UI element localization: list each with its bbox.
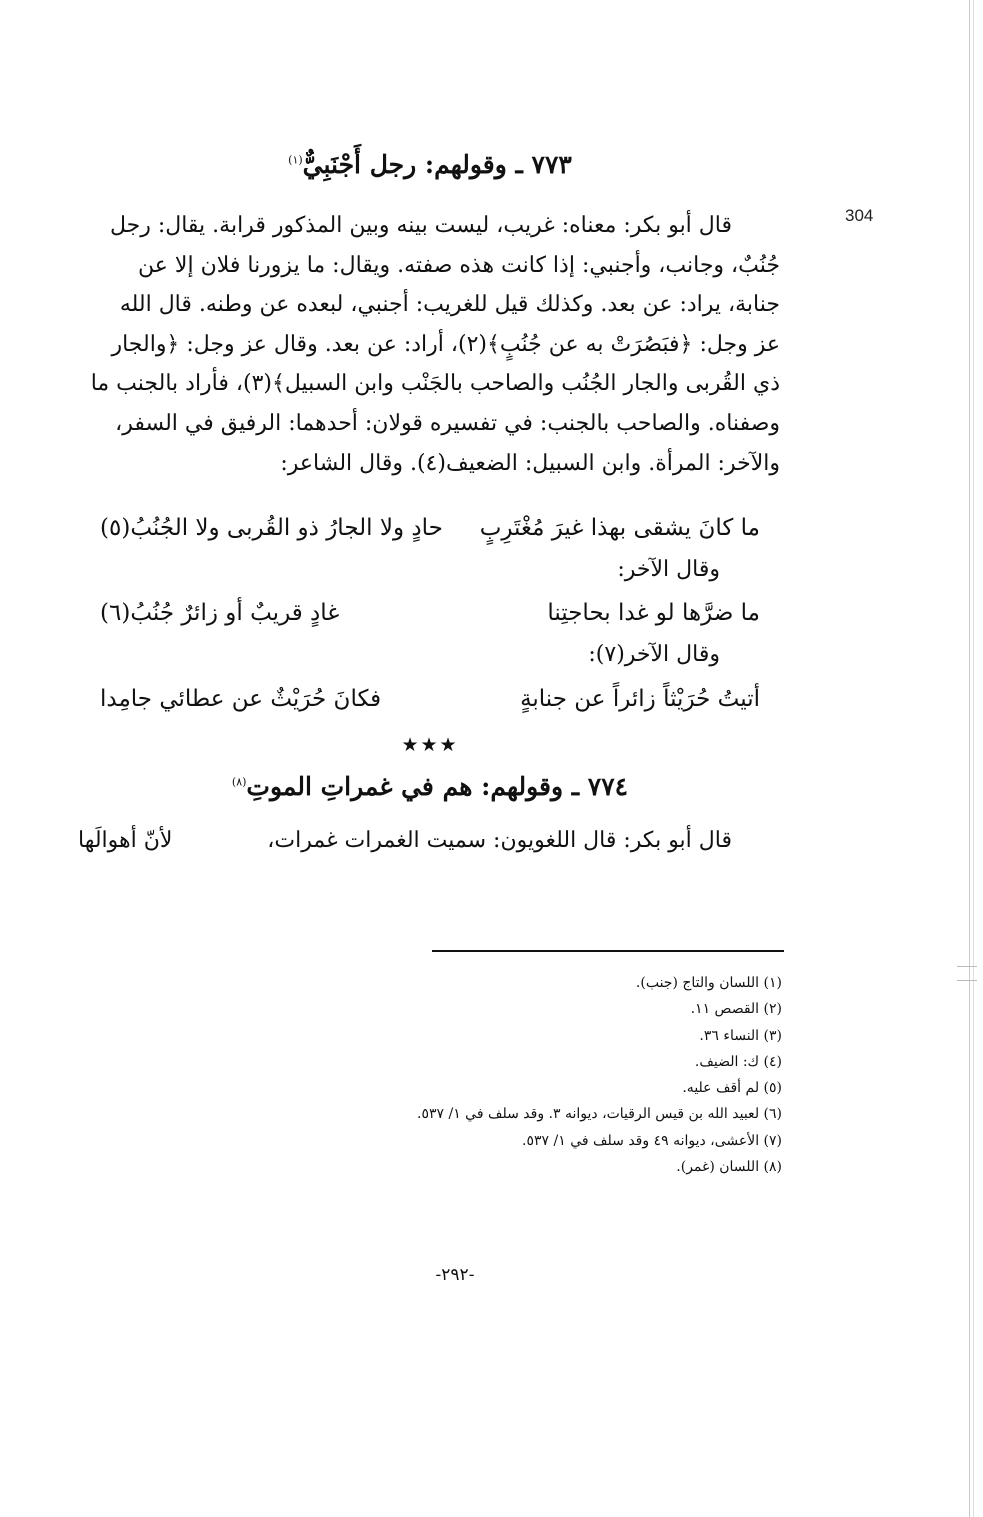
page-edge-line bbox=[969, 0, 970, 1517]
entry-774-heading-text: ٧٧٤ ـ وقولهم: هم في غمراتِ الموتِ bbox=[246, 772, 629, 801]
verse-3-second-hemistich: فكانَ حُرَيْثٌ عن عطائي جامِدا bbox=[100, 686, 382, 712]
footnote-ref: (٨) bbox=[231, 775, 247, 789]
body-line: جُنُبٌ، وجانب، وأجنبي: إذا كانت هذه صفته. ويقال: ما يزورنا فلان إلا عن bbox=[138, 252, 780, 278]
footnote: (٣) النساء ٣٦. bbox=[699, 1027, 782, 1044]
body-line: والآخر: المرأة. وابن السبيل: الضعيف(٤). وقال الشاعر: bbox=[280, 450, 780, 476]
footnote: (٥) لم أقف عليه. bbox=[682, 1080, 782, 1097]
footnote: (١) اللسان والتاج (جنب). bbox=[635, 975, 782, 991]
page-edge-tick bbox=[957, 980, 977, 981]
verse-1 bbox=[100, 515, 760, 541]
verse-3-caption: وقال الآخر(٧): bbox=[588, 642, 720, 667]
margin-page-number: 304 bbox=[845, 206, 874, 225]
verse-2-caption: وقال الآخر: bbox=[617, 557, 720, 582]
body-line: جنابة، يراد: عن بعد. وكذلك قيل للغريب: أجنبي، لبعده عن وطنه. قال الله bbox=[119, 292, 780, 318]
entry-774-body bbox=[78, 828, 780, 853]
verse-1-second-hemistich: حادٍ ولا الجارُ ذو القُربى ولا الجُنُبُ(٥) bbox=[100, 515, 443, 541]
body-line: وصفناه. والصاحب بالجنب: في تفسيره قولان: أحدهما: الرفيق في السفر، bbox=[115, 410, 780, 436]
entry-774-body-last: لأنّ أهوالَها bbox=[78, 828, 173, 853]
footnote: (٢) القصص ١١. bbox=[690, 1001, 782, 1018]
footnote: (٦) لعبيد الله بن قيس الرقيات، ديوانه ٣. وقد سلف في ١/ ٥٣٧. bbox=[417, 1106, 782, 1123]
verse-1-first-hemistich: ما كانَ يشقى بهذا غيرَ مُغْتَرِبٍ bbox=[479, 515, 760, 541]
verse-2-second-hemistich: غادٍ قريبٌ أو زائرٌ جُنُبُ(٦) bbox=[100, 600, 340, 626]
body-line: عز وجل: ﴿فبَصُرَتْ به عن جُنُبٍ﴾(٢)، أراد: عن بعد. وقال عز وجل: ﴿والجار bbox=[111, 331, 780, 357]
footnotes bbox=[380, 970, 782, 1180]
page-edge-line bbox=[973, 0, 974, 1517]
page-number: -٢٩٢- bbox=[435, 1265, 475, 1285]
verse-2 bbox=[100, 600, 760, 626]
verse-3-first-hemistich: أتيتُ حُرَيْثاً زائراً عن جنابةٍ bbox=[520, 686, 760, 712]
verse-2-first-hemistich: ما ضرَّها لو غدا بحاجتِنا bbox=[547, 600, 760, 626]
entry-774-body-first: قال أبو بكر: قال اللغويون: سميت الغمرات غمرات، bbox=[267, 828, 732, 853]
footnote-ref: (١) bbox=[288, 153, 303, 167]
page-edge-tick bbox=[957, 966, 977, 967]
entry-774-heading bbox=[0, 772, 860, 801]
footnote-divider bbox=[432, 950, 784, 952]
section-separator: ★★★ bbox=[401, 734, 459, 756]
verse-3 bbox=[100, 686, 760, 712]
entry-773-heading-text: ٧٧٣ ـ وقولهم: رجل أَجْنَبِيٌّ bbox=[302, 150, 572, 179]
footnote: (٧) الأعشى، ديوانه ٤٩ وقد سلف في ١/ ٥٣٧. bbox=[522, 1132, 782, 1149]
footnote: (٤) ك: الضيف. bbox=[694, 1053, 782, 1070]
footnote: (٨) اللسان (غمر). bbox=[676, 1159, 782, 1176]
body-line: قال أبو بكر: معناه: غريب، ليست بينه وبين المذكور قرابة. يقال: رجل bbox=[109, 213, 732, 238]
body-line: ذي القُربى والجار الجُنُب والصاحب بالجَنْب وابن السبيل﴾(٣)، فأراد بالجنب ما bbox=[90, 371, 780, 397]
entry-773-body bbox=[78, 206, 780, 483]
entry-773-heading bbox=[0, 150, 860, 179]
